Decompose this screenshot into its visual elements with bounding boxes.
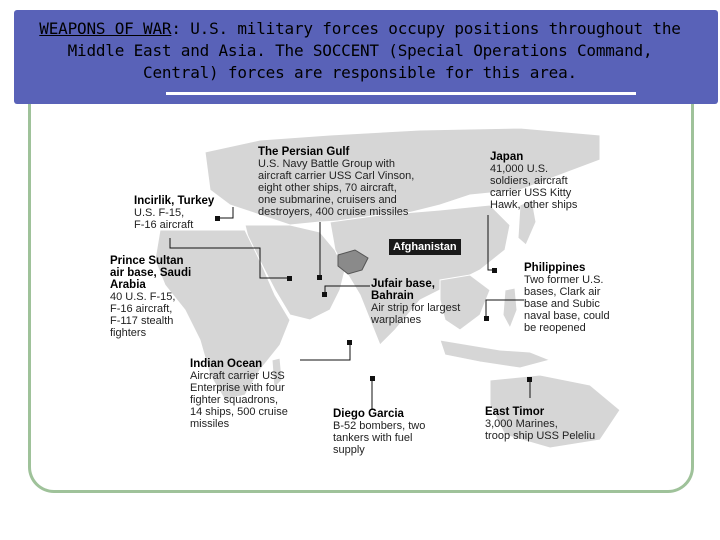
- callout-heading: air base, Saudi: [110, 267, 192, 279]
- callout-indian-ocean: [190, 358, 288, 430]
- callout-heading: Japan: [490, 151, 524, 163]
- callout-east-timor: [485, 406, 595, 442]
- callout-line: aircraft carrier USS Carl Vinson,: [258, 170, 415, 182]
- title-rest: : U.S. military forces occupy positions throughout the Middle East and Asia. The SOCCENT (Special Operations Command, Central) forces are responsible for this area.: [67, 19, 681, 82]
- callout-line: supply: [333, 444, 365, 456]
- callout-line: carrier USS Kitty: [490, 187, 572, 199]
- callout-line: Hawk, other ships: [490, 199, 578, 211]
- indian-ocean-leader: [300, 343, 350, 360]
- callout-heading: The Persian Gulf: [258, 146, 350, 158]
- persian-gulf-marker: [317, 275, 322, 280]
- callout-heading: Prince Sultan: [110, 255, 184, 267]
- callout-line: 41,000 U.S.: [490, 163, 549, 175]
- prince-sultan-marker: [287, 276, 292, 281]
- callout-persian-gulf: [258, 146, 414, 218]
- callout-line: troop ship USS Peleliu: [485, 430, 596, 442]
- callout-line: B-52 bombers, two: [333, 420, 426, 432]
- callout-philippines: [524, 262, 610, 334]
- philippines-landmass: [503, 288, 517, 328]
- callout-line: 40 U.S. F-15,: [110, 291, 176, 303]
- callout-line: Two former U.S.: [524, 274, 604, 286]
- callout-heading: Jufair base,: [371, 278, 435, 290]
- callout-heading: Bahrain: [371, 290, 414, 302]
- callout-line: F-16 aircraft,: [110, 303, 173, 315]
- callout-line: destroyers, 400 cruise missiles: [258, 206, 409, 218]
- callout-heading: Arabia: [110, 279, 146, 291]
- title-underlined: WEAPONS OF WAR: [39, 19, 172, 38]
- callout-prince-sultan: [110, 255, 191, 339]
- callout-line: tankers with fuel: [333, 432, 413, 444]
- callout-line: eight other ships, 70 aircraft,: [258, 182, 397, 194]
- callout-line: missiles: [190, 418, 230, 430]
- indian-ocean-marker: [347, 340, 352, 345]
- callout-line: bases, Clark air: [524, 286, 601, 298]
- callout-incirlik: [134, 195, 214, 231]
- callout-line: U.S. Navy Battle Group with: [258, 158, 395, 170]
- callout-line: warplanes: [371, 314, 422, 326]
- callout-diego-garcia: [333, 408, 425, 456]
- east-timor-marker: [527, 377, 532, 382]
- callout-line: 3,000 Marines,: [485, 418, 558, 430]
- callout-line: Enterprise with four: [190, 382, 285, 394]
- callout-line: fighter squadrons,: [190, 394, 279, 406]
- incirlik-leader: [218, 207, 233, 218]
- callout-line: soldiers, aircraft: [490, 175, 568, 187]
- jufair-marker: [322, 292, 327, 297]
- callout-line: Aircraft carrier USS: [190, 370, 285, 382]
- callout-heading: Incirlik, Turkey: [134, 195, 215, 207]
- callout-heading: Diego Garcia: [333, 408, 404, 420]
- callout-japan: [490, 151, 577, 211]
- callout-heading: Indian Ocean: [190, 358, 263, 370]
- japan-marker: [492, 268, 497, 273]
- callout-line: Air strip for largest: [371, 302, 461, 314]
- philippines-marker: [484, 316, 489, 321]
- callout-line: U.S. F-15,: [134, 207, 185, 219]
- callout-heading: Philippines: [524, 262, 586, 274]
- afghanistan-label: Afghanistan: [389, 239, 461, 255]
- callout-heading: East Timor: [485, 406, 545, 418]
- callout-line: F-117 stealth: [110, 315, 174, 327]
- diego-garcia-marker: [370, 376, 375, 381]
- callout-line: naval base, could: [524, 310, 610, 322]
- indonesia-landmass: [440, 340, 550, 368]
- callout-jufair: [371, 278, 460, 326]
- callout-line: 14 ships, 500 cruise: [190, 406, 288, 418]
- callout-line: base and Subic: [524, 298, 600, 310]
- callout-line: fighters: [110, 327, 147, 339]
- incirlik-marker: [215, 216, 220, 221]
- callout-line: be reopened: [524, 322, 586, 334]
- callout-line: F-16 aircraft: [134, 219, 194, 231]
- callout-line: one submarine, cruisers and: [258, 194, 397, 206]
